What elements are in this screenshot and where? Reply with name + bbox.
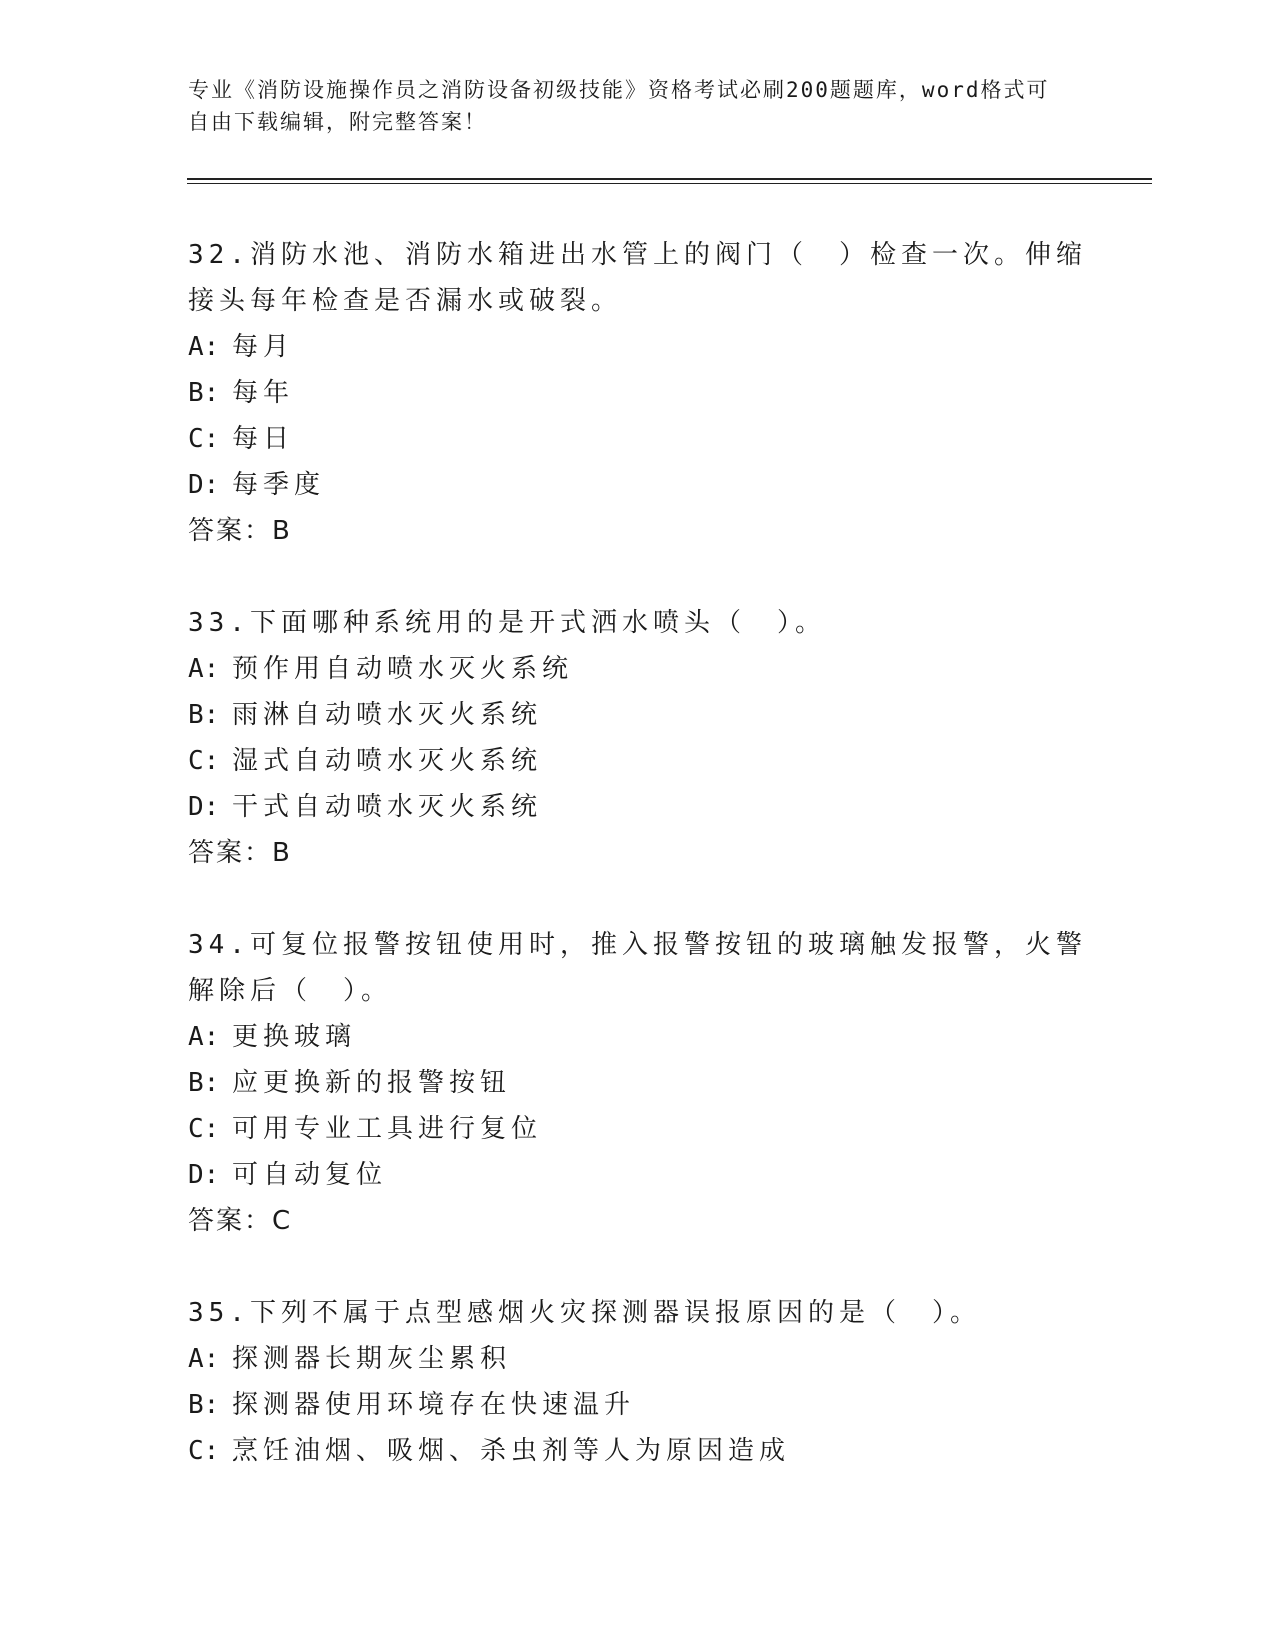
- option-text: 探测器使用环境存在快速温升: [232, 1390, 636, 1420]
- option-c: [188, 738, 1088, 784]
- option-a: [188, 1014, 1088, 1060]
- option-b: [188, 1060, 1088, 1106]
- option-text: 可自动复位: [232, 1160, 388, 1190]
- option-text: 雨淋自动喷水灭火系统: [232, 700, 543, 730]
- option-key: A:: [188, 1022, 220, 1052]
- option-b: [188, 370, 1088, 416]
- question-32: [188, 232, 1088, 554]
- option-text: 干式自动喷水灭火系统: [232, 792, 543, 822]
- option-d: [188, 1152, 1088, 1198]
- option-key: C:: [188, 1436, 220, 1466]
- question-stem: 34.可复位报警按钮使用时，推入报警按钮的玻璃触发报警，火警解除后（ ）。: [188, 930, 1087, 1006]
- option-c: [188, 416, 1088, 462]
- option-text: 每年: [232, 378, 295, 408]
- option-d: [188, 784, 1088, 830]
- option-a: [188, 646, 1088, 692]
- question-stem: 35.下列不属于点型感烟火灾探测器误报原因的是（ ）。: [188, 1298, 981, 1328]
- option-key: A:: [188, 1344, 220, 1374]
- answer-line: 答案：C: [188, 1206, 293, 1236]
- option-text: 每日: [232, 424, 295, 454]
- option-text: 烹饪油烟、吸烟、杀虫剂等人为原因造成: [232, 1436, 791, 1466]
- option-b: [188, 1382, 1088, 1428]
- option-key: C:: [188, 424, 220, 454]
- question-stem: 33.下面哪种系统用的是开式洒水喷头（ ）。: [188, 608, 826, 638]
- option-key: C:: [188, 1114, 220, 1144]
- option-text: 预作用自动喷水灭火系统: [232, 654, 574, 684]
- option-c: [188, 1106, 1088, 1152]
- option-text: 每月: [232, 332, 295, 362]
- option-a: [188, 324, 1088, 370]
- question-35: [188, 1290, 1088, 1474]
- answer-line: 答案：B: [188, 516, 292, 546]
- option-key: B:: [188, 700, 220, 730]
- option-key: B:: [188, 1068, 220, 1098]
- option-key: C:: [188, 746, 220, 776]
- option-key: D:: [188, 470, 220, 500]
- option-text: 应更换新的报警按钮: [232, 1068, 512, 1098]
- question-33: [188, 600, 1088, 876]
- question-list: [188, 232, 1088, 1520]
- option-key: D:: [188, 792, 220, 822]
- option-key: A:: [188, 332, 220, 362]
- option-a: [188, 1336, 1088, 1382]
- question-stem: 32.消防水池、消防水箱进出水管上的阀门（ ）检查一次。伸缩接头每年检查是否漏水或破裂。: [188, 240, 1087, 316]
- option-text: 湿式自动喷水灭火系统: [232, 746, 543, 776]
- option-b: [188, 692, 1088, 738]
- option-d: [188, 462, 1088, 508]
- option-text: 探测器长期灰尘累积: [232, 1344, 512, 1374]
- option-c: [188, 1428, 1088, 1474]
- option-key: B:: [188, 1390, 220, 1420]
- option-text: 每季度: [232, 470, 326, 500]
- option-key: B:: [188, 378, 220, 408]
- option-text: 可用专业工具进行复位: [232, 1114, 543, 1144]
- option-text: 更换玻璃: [232, 1022, 357, 1052]
- option-key: D:: [188, 1160, 220, 1190]
- page-header: 专业《消防设施操作员之消防设备初级技能》资格考试必刷200题题库，word格式可自由下载编辑，附完整答案！: [188, 78, 1050, 134]
- answer-line: 答案：B: [188, 838, 292, 868]
- header-divider: [187, 178, 1152, 184]
- option-key: A:: [188, 654, 220, 684]
- question-34: [188, 922, 1088, 1244]
